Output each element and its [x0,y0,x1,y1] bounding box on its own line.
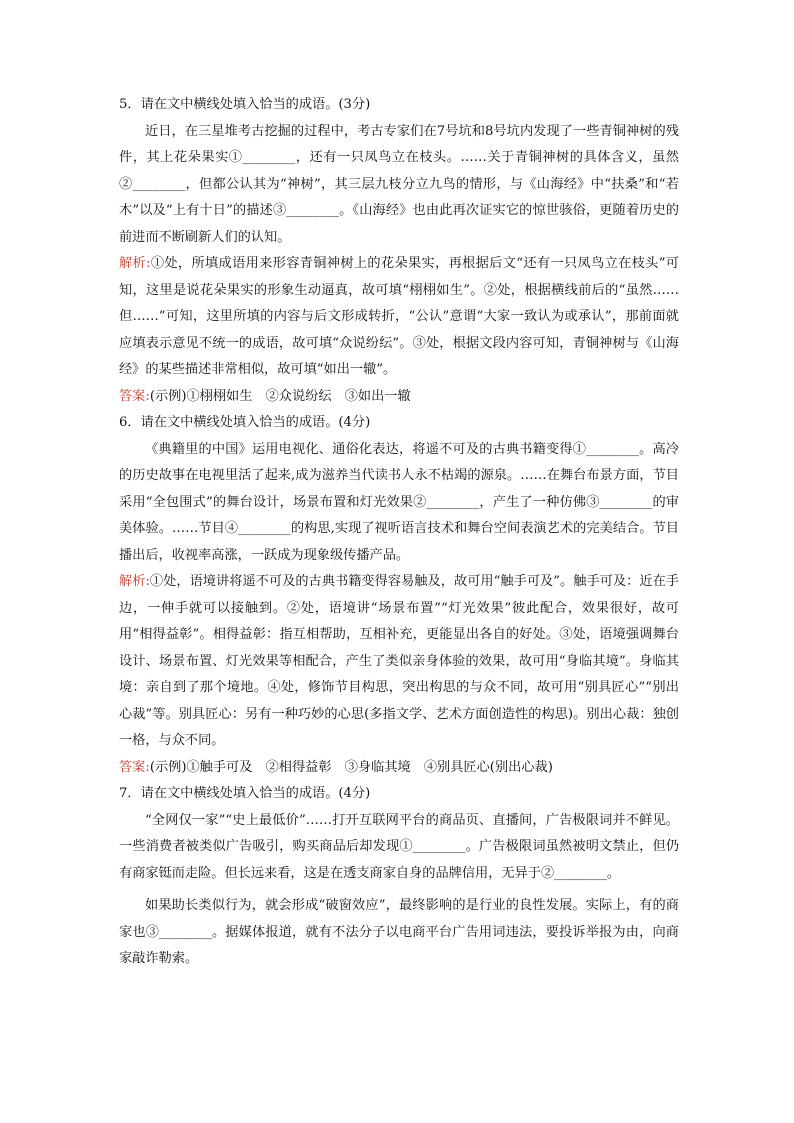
analysis-label: 解析: [119,574,150,589]
question-6-analysis [119,569,679,755]
analysis-text: ①处，所填成语用来形容青铜神树上的花朵果实，再根据后文“还有一只凤鸟立在枝头”可知，这里是说花朵果实的形象生动逼真，故可填“栩栩如生”。②处，根据横线前后的“虽然……但……”可知，这里所填的内容与后文形成转折，“公认”意谓“大家一致认为或承认”，那前面就应填表示意见不统一的成语，故可填“众说纷纭”。③处，根据文段内容可知，青铜神树与《山海经》的某些描述非常相似，故可填“如出一辙”。 [119,256,679,377]
analysis-label: 解析: [119,256,151,271]
question-5-passage: 近日，在三星堆考古挖掘的过程中，考古专家们在7号坑和8号坑内发现了一些青铜神树的残件，其上花朵果实①________，还有一只凤鸟立在枝头。……关于青铜神树的具体含义，虽然②________，但都公认其为“神树”，其三层九枝分立九鸟的情形，与《山海经》中“扶桑”和“若木”以及“上有十日”的描述③________。《山海经》也由此再次证实它的惊世骇俗，更随着历史的前进而不断刷新人们的认知。 [119,123,679,245]
answer-text: (示例)①触手可及 ②相得益彰 ③身临其境 ④别具匠心(别出心裁) [149,759,553,775]
answer-text: (示例)①栩栩如生 ②众说纷纭 ③如出一辙 [149,388,411,404]
question-6-answer [119,755,679,782]
answer-label: 答案: [119,759,150,775]
question-7-passage-2: 如果助长类似行为，就会形成“破窗效应”，最终影响的是行业的良性发展。实际上，有的商家也③________。据媒体报道，就有不法分子以电商平台广告用词违法，要投诉举报为由，向商家敲诈勒索。 [119,898,679,966]
question-6-passage: 《典籍里的中国》运用电视化、通俗化表达，将遥不可及的古典书籍变得①________。高冷的历史故事在电视里活了起来,成为滋养当代读书人永不枯竭的源泉。……在舞台布景方面，节目采用“全包围式”的舞台设计，场景布置和灯光效果②________，产生了一种仿佛③________的审美体验。……节目④________的构思,实现了视听语言技术和舞台空间表演艺术的完美结合。节目播出后，收视率高涨，一跃成为现象级传播产品。 [119,441,679,563]
question-5-title: 5．请在文中横线处填入恰当的成语。(3分) [119,97,371,112]
question-7-title: 7．请在文中横线处填入恰当的成语。(4分) [119,786,371,801]
analysis-text: ①处，语境讲将遥不可及的古典书籍变得容易触及，故可用“触手可及”。触手可及：近在手边，一伸手就可以接触到。②处，语境讲“场景布置”“灯光效果”彼此配合，效果很好，故可用“相得益彰”。相得益彰：指互相帮助，互相补充，更能显出各自的好处。③处，语境强调舞台设计、场景布置、灯光效果等相配合，产生了类似亲身体验的效果，故可用“身临其境”。身临其境：亲自到了那个境地。④处，修饰节目构思，突出构思的与众不同，故可用“别具匠心”“别出心裁”等。别具匠心：另有一种巧妙的心思(多指文学、艺术方面创造性的构思)。别出心裁：独创一格，与众不同。 [119,574,679,748]
question-5-analysis [119,251,679,384]
question-6-title: 6．请在文中横线处填入恰当的成语。(4分) [119,415,371,430]
document-page [119,92,679,973]
answer-label: 答案: [119,388,150,404]
question-5-answer [119,384,679,411]
question-7-passage-1: “全网仅一家”“史上最低价”……打开互联网平台的商品页、直播间，广告极限词并不鲜见。一些消费者被类似广告吸引，购买商品后却发现①________。广告极限词虽然被明文禁止，但仍有商家铤而走险。但长远来看，这是在透支商家自身的品牌信用，无异于②________。 [119,812,679,881]
